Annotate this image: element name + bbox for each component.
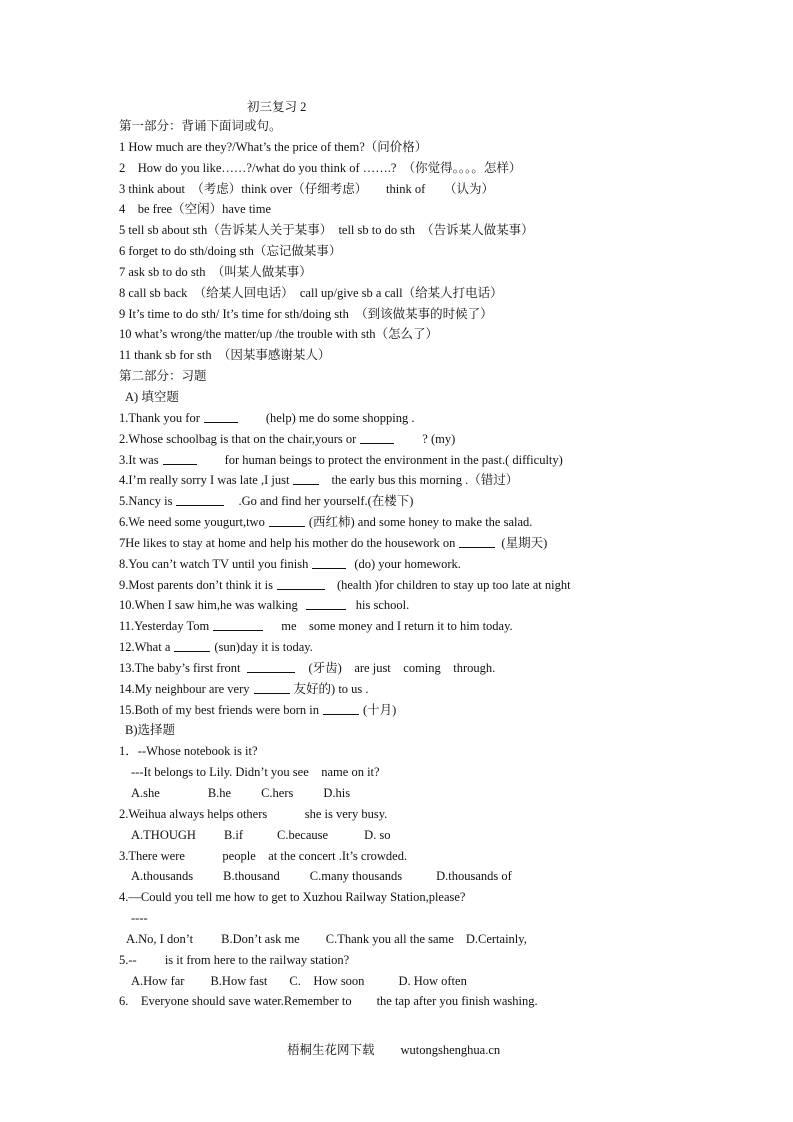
answer-blank bbox=[323, 702, 359, 715]
fill-question bbox=[119, 637, 679, 658]
question-text: 2.Whose schoolbag is that on the chair,yours or bbox=[119, 431, 357, 446]
question-text: the early bus this morning .（错过） bbox=[331, 473, 519, 488]
question-text: 15.Both of my best friends were born in bbox=[119, 702, 319, 717]
option: A.No, I don’t bbox=[126, 931, 194, 946]
answer-blank bbox=[254, 681, 290, 694]
question-text: (sun)day it is today. bbox=[214, 640, 313, 655]
document-body bbox=[119, 116, 679, 1012]
question-text: 11.Yesterday Tom bbox=[119, 619, 210, 634]
question-text: 9.Most parents don’t think it is bbox=[119, 577, 273, 592]
option: A.THOUGH bbox=[131, 827, 196, 842]
answer-blank bbox=[459, 535, 495, 548]
section-a-heading: A) 填空题 bbox=[125, 389, 179, 404]
choice-question-stem: 3.There were people at the concert .It’s crowded. bbox=[119, 848, 408, 863]
question-text: his school. bbox=[355, 598, 410, 613]
question-text: 6.We need some yougurt,two bbox=[119, 515, 265, 530]
choice-question-stem: 2.Weihua always helps others she is very busy. bbox=[119, 806, 388, 821]
footer-source: 梧桐生花网下载 bbox=[287, 1043, 375, 1057]
answer-blank bbox=[247, 660, 295, 673]
answer-blank bbox=[163, 452, 197, 465]
phrase-item: 7 ask sb to do sth （叫某人做某事） bbox=[119, 264, 312, 279]
choice-question-line: ---- bbox=[131, 911, 148, 926]
fill-question bbox=[119, 658, 679, 679]
choice-question-stem: 6. Everyone should save water.Remember to the tap after you finish washing. bbox=[119, 994, 538, 1009]
question-text: (health )for children to stay up too late at night bbox=[336, 577, 571, 592]
footer-url[interactable]: wutongshenghua.cn bbox=[400, 1043, 501, 1057]
question-text: (牙齿) are just coming through. bbox=[308, 660, 496, 675]
choice-options bbox=[119, 929, 679, 950]
fill-question bbox=[119, 470, 679, 491]
question-text: 13.The baby’s first front bbox=[119, 660, 241, 675]
fill-question bbox=[119, 408, 679, 429]
answer-blank bbox=[277, 577, 325, 590]
answer-blank bbox=[213, 618, 263, 631]
option: C. How soon bbox=[289, 973, 365, 988]
answer-blank bbox=[174, 639, 210, 652]
fill-question bbox=[119, 429, 679, 450]
fill-question bbox=[119, 491, 679, 512]
page-footer bbox=[287, 1040, 500, 1058]
fill-question bbox=[119, 595, 679, 616]
option: D. so bbox=[364, 827, 391, 842]
question-text: (do) your homework. bbox=[354, 556, 461, 571]
option: B.thousand bbox=[223, 869, 280, 884]
option: C.Thank you all the same bbox=[325, 931, 454, 946]
answer-blank bbox=[204, 410, 238, 423]
choice-question-line: ---It belongs to Lily. Didn’t you see name on it? bbox=[131, 765, 380, 780]
fill-question bbox=[119, 616, 679, 637]
fill-question bbox=[119, 679, 679, 700]
question-text: .Go and find her yourself.(在楼下) bbox=[238, 494, 414, 509]
choice-question-stem: 1．--Whose notebook is it? bbox=[119, 744, 258, 759]
choice-question-stem: 4.—Could you tell me how to get to Xuzhou Railway Station,please? bbox=[119, 890, 466, 905]
choice-options bbox=[119, 866, 679, 887]
phrase-item: 10 what’s wrong/the matter/up /the trouble with sth（怎么了） bbox=[119, 327, 439, 342]
option: D.his bbox=[323, 786, 351, 800]
choice-question-stem: 5.-- is it from here to the railway station? bbox=[119, 952, 350, 967]
question-text: 1.Thank you for bbox=[119, 410, 200, 425]
question-text: 友好的) to us . bbox=[293, 681, 369, 696]
question-text: 8.You can’t watch TV until you finish bbox=[119, 556, 309, 571]
question-text: 3.It was bbox=[119, 452, 159, 467]
section-b-heading: B)选择题 bbox=[125, 723, 176, 738]
answer-blank bbox=[306, 597, 346, 610]
phrase-item: 3 think about （考虑）think over（仔细考虑） think of （认为） bbox=[119, 181, 494, 196]
fill-question bbox=[119, 450, 679, 471]
fill-question bbox=[119, 554, 679, 575]
fill-question bbox=[119, 533, 679, 554]
question-text: 4.I’m really sorry I was late ,I just bbox=[119, 473, 290, 488]
answer-blank bbox=[360, 431, 394, 444]
choice-options bbox=[119, 783, 679, 804]
option: B.How fast bbox=[210, 973, 268, 988]
question-text: (十月) bbox=[362, 702, 397, 717]
question-text: 7He likes to stay at home and help his mother do the housework on bbox=[119, 535, 456, 550]
question-text: 12.What a bbox=[119, 640, 171, 655]
phrase-item: 2 How do you like……?/what do you think of …….? （你觉得。。。。怎样） bbox=[119, 160, 522, 175]
question-text: 5.Nancy is bbox=[119, 494, 173, 509]
phrase-item: 5 tell sb about sth（告诉某人关于某事） tell sb to do sth （告诉某人做某事） bbox=[119, 223, 534, 238]
phrase-item: 8 call sb back （给某人回电话） call up/give sb a call（给某人打电话） bbox=[119, 285, 503, 300]
document-title: 初三复习 2 bbox=[247, 100, 307, 114]
answer-blank bbox=[176, 493, 224, 506]
option: B.he bbox=[207, 786, 232, 800]
question-text: (星期天) bbox=[501, 535, 548, 550]
option: A.she bbox=[131, 786, 160, 800]
question-text: for human beings to protect the environment in the past.( difficulty) bbox=[224, 452, 563, 467]
option: D.Certainly, bbox=[465, 931, 527, 946]
answer-blank bbox=[312, 556, 346, 569]
part1-heading: 第一部分：背诵下面词或句。 bbox=[119, 119, 282, 133]
option: B.if bbox=[223, 827, 244, 842]
answer-blank bbox=[293, 472, 319, 485]
phrase-item: 6 forget to do sth/doing sth（忘记做某事） bbox=[119, 244, 342, 259]
choice-options bbox=[119, 971, 679, 992]
fill-question bbox=[119, 700, 679, 721]
phrase-item: 11 thank sb for sth （因某事感谢某人） bbox=[119, 348, 331, 363]
question-text: 10.When I saw him,he was walking bbox=[119, 598, 298, 613]
question-text: (西红柿) and some honey to make the salad. bbox=[308, 515, 533, 530]
option: D. How often bbox=[398, 973, 467, 988]
fill-question bbox=[119, 575, 679, 596]
question-text: ? (my) bbox=[422, 431, 456, 446]
phrase-item: 9 It’s time to do sth/ It’s time for sth/doing sth （到该做某事的时候了） bbox=[119, 306, 493, 321]
option: C.many thousands bbox=[309, 869, 403, 884]
fill-question bbox=[119, 512, 679, 533]
option: A.thousands bbox=[131, 869, 194, 884]
question-text: (help) me do some shopping . bbox=[265, 410, 415, 425]
question-text: me some money and I return it to him today. bbox=[281, 619, 513, 634]
option: A.How far bbox=[131, 973, 185, 988]
answer-blank bbox=[269, 514, 305, 527]
option: B.Don’t ask me bbox=[221, 931, 300, 946]
option: C.because bbox=[277, 827, 329, 842]
part2-heading: 第二部分：习题 bbox=[119, 369, 207, 384]
question-text: 14.My neighbour are very bbox=[119, 681, 250, 696]
choice-options bbox=[119, 825, 679, 846]
option: D.thousands of bbox=[436, 869, 512, 884]
option: C.hers bbox=[261, 786, 294, 800]
phrase-item: 1 How much are they?/What’s the price of them?（问价格） bbox=[119, 139, 428, 154]
phrase-item: 4 be free（空闲）have time bbox=[119, 202, 272, 217]
